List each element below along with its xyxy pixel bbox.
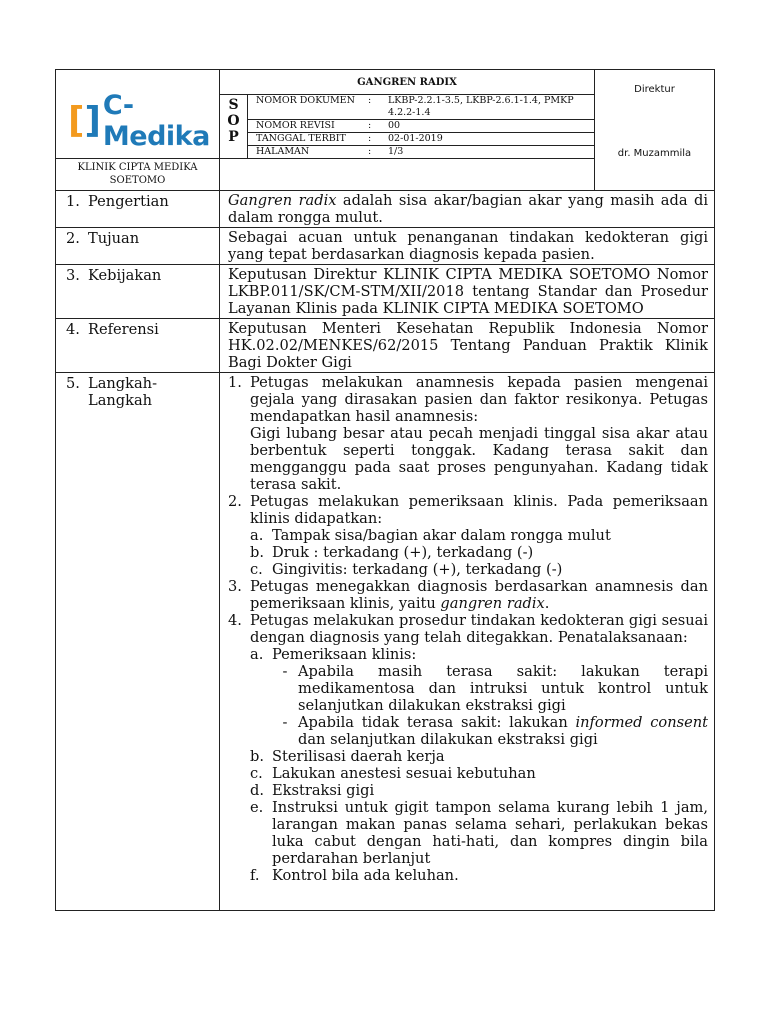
section-text-kebijakan: Keputusan Direktur KLINIK CIPTA MEDIKA SOETOMO Nomor LKBP.011/SK/CM-STM/XII/2018 tentang Standar dan Prosedur Layanan Klinis pada KLINIK CIPTA MEDIKA SOETOMO (228, 266, 708, 317)
step-1: 1. Petugas melakukan anamnesis kepada pasien mengenai gejala yang dirasakan pasien dan faktor resikonya. Petugas mendapatkan hasil anamnesis: Gigi lubang besar atau pecah menjadi tinggal sisa akar atau berbentuk seperti tonggak. Kadang terasa sakit dan mengganggu pada saat proses pengunyahan. Kadang tidak terasa sakit. (228, 374, 708, 493)
section-label-kebijakan: 3. Kebijakan (66, 267, 162, 284)
step-2: 2. Petugas melakukan pemeriksaan klinis. Pada pemeriksaan klinis didapatkan: a. Tampak sisa/bagian akar dalam rongga mulut b. Druk : terkadang (+), terkadang (-) c. Gingivitis: terkadang (+), terkadang (-) (228, 493, 708, 578)
list-item: d. Ekstraksi gigi (250, 782, 375, 799)
director-name: dr. Muzammila (617, 148, 692, 159)
section-text-pengertian: Gangren radix adalah sisa akar/bagian akar yang masih ada di dalam rongga mulut. (228, 192, 708, 226)
document-header (220, 70, 595, 159)
list-item: a. Pemeriksaan klinis: - Apabila masih terasa sakit: lakukan terapi medikamentosa dan intruksi untuk kontrol untuk selanjutkan dilakukan ekstraksi gigi - Apabila tidak terasa sakit: lakukan informed consent dan selanjutkan dilakukan ekstraksi gigi (250, 646, 708, 748)
meta-row: NOMOR DOKUMEN : LKBP-2.2.1-3.5, LKBP-2.6.1-1.4, PMKP 4.2.2-1.4 (248, 95, 594, 120)
clinic-name: KLINIK CIPTA MEDIKA SOETOMO (56, 159, 220, 191)
logo-bracket-right-icon: ] (84, 100, 101, 141)
logo-text: C-Medika (102, 90, 210, 152)
step-3: 3. Petugas menegakkan diagnosis berdasarkan anamnesis dan pemeriksaan klinis, yaitu gangren radix. (228, 578, 708, 612)
section-text-referensi: Keputusan Menteri Kesehatan Republik Indonesia Nomor HK.02.02/MENKES/62/2015 Tentang Panduan Praktik Klinik Bagi Dokter Gigi (228, 320, 708, 371)
meta-row: NOMOR REVISI : 00 (248, 120, 594, 133)
clinic-logo (68, 90, 219, 152)
document-meta (248, 95, 594, 158)
sop-table (55, 69, 715, 911)
list-item: c. Lakukan anestesi sesuai kebutuhan (250, 765, 536, 782)
dash-item: - Apabila tidak terasa sakit: lakukan informed consent dan selanjutkan dilakukan ekstraksi gigi (282, 714, 708, 748)
section-label-tujuan: 2. Tujuan (66, 230, 140, 247)
steps-list (220, 373, 714, 910)
blank-header-cell (220, 159, 595, 191)
list-item: e. Instruksi untuk gigit tampon selama kurang lebih 1 jam, larangan makan panas selama sehari, perlakukan bekas luka cabut dengan hati-hati, dan kompres dingin bila perdarahan berlanjut (250, 799, 708, 867)
list-item: a. Tampak sisa/bagian akar dalam rongga mulut (250, 527, 611, 544)
director-title: Direktur (634, 84, 675, 95)
list-item: c. Gingivitis: terkadang (+), terkadang (-) (250, 561, 563, 578)
document-title: GANGREN RADIX (220, 70, 594, 95)
logo-bracket-left-icon: [ (68, 100, 85, 141)
section-label-referensi: 4. Referensi (66, 321, 159, 338)
meta-row: HALAMAN : 1/3 (256, 146, 404, 157)
list-item: b. Sterilisasi daerah kerja (250, 748, 445, 765)
step-4: 4. Petugas melakukan prosedur tindakan kedokteran gigi sesuai dengan diagnosis yang telah ditegakkan. Penatalaksanaan: a. Pemeriksaan klinis: - Apabila masih terasa sakit: lakukan terapi medikamentosa dan intruksi untuk kontrol untuk selanjutkan dilakukan ekstraksi gigi - Apabila tidak terasa sakit: lakukan informed consent dan selanjutkan dilakukan ekstraksi gigi b. Sterilisasi daerah kerja c. Lakukan anestesi sesuai kebutuhan d. Ekstraksi gigi e. Instruksi untuk gigit tampon selama kurang lebih 1 jam, larangan makan panas selama sehari, perlakukan bekas luka cabut dengan hati-hati, dan kompres dingin bila perdarahan berlanjut f. Kontrol bila ada keluhan. (228, 612, 708, 884)
section-label-pengertian: 1. Pengertian (66, 193, 169, 210)
dash-item: - Apabila masih terasa sakit: lakukan terapi medikamentosa dan intruksi untuk kontrol untuk selanjutkan dilakukan ekstraksi gigi (282, 663, 708, 714)
list-item: b. Druk : terkadang (+), terkadang (-) (250, 544, 534, 561)
sop-document (55, 69, 714, 911)
list-item: f. Kontrol bila ada keluhan. (250, 867, 459, 884)
meta-row: TANGGAL TERBIT : 02-01-2019 (248, 133, 594, 146)
logo-cell (56, 70, 220, 159)
sop-label: S O P (220, 95, 248, 158)
section-text-tujuan: Sebagai acuan untuk penanganan tindakan kedokteran gigi yang tepat berdasarkan diagnosis kepada pasien. (228, 229, 708, 263)
director-cell (595, 70, 715, 191)
section-label-langkah: 5. Langkah- Langkah (66, 375, 158, 409)
